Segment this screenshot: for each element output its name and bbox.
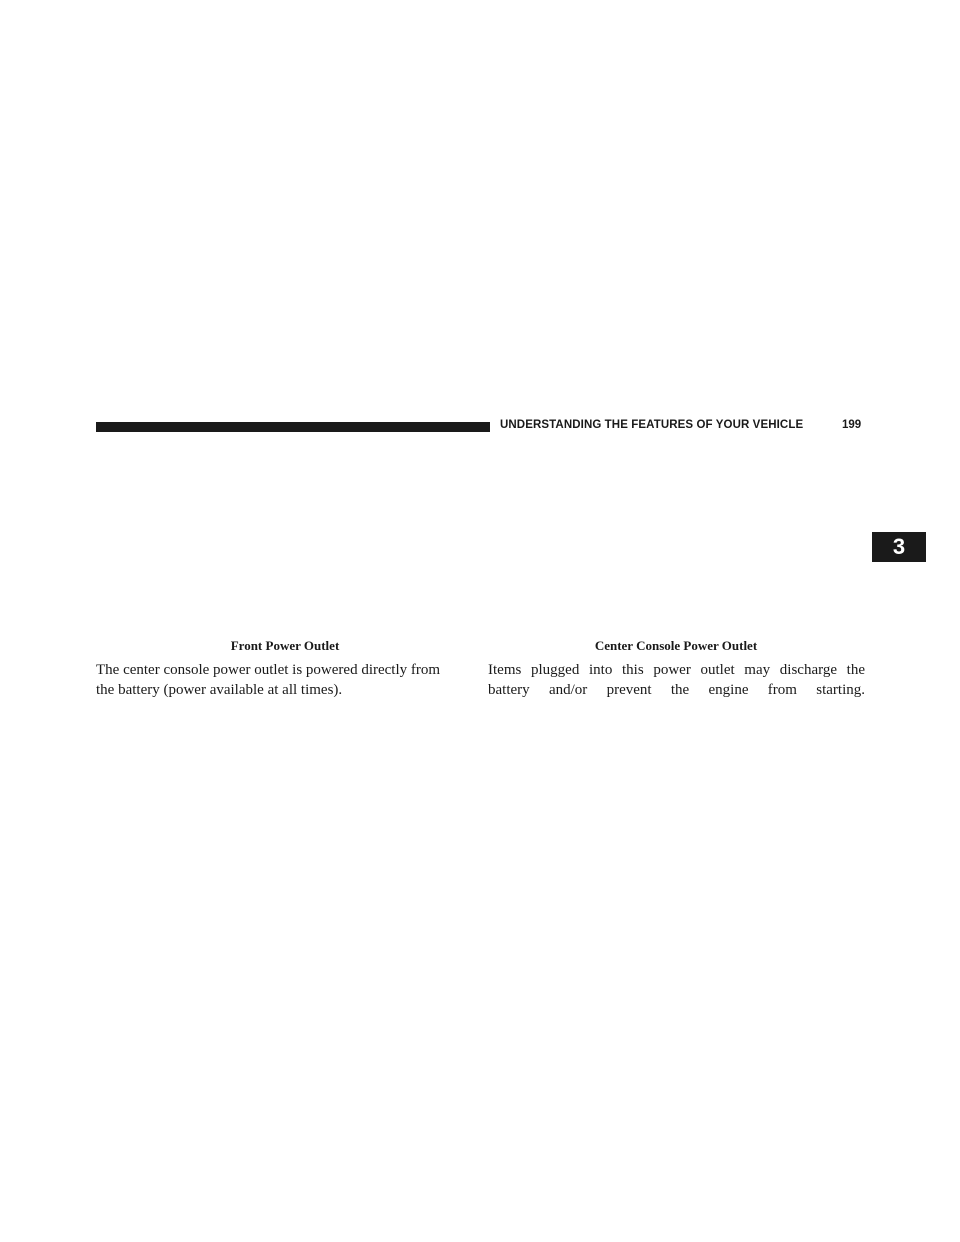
chapter-number: 3 [892,534,906,559]
text-line: the battery (power available at all times). [96,682,343,698]
figure-caption-front-outlet: Front Power Outlet [230,638,340,653]
page-number: 199 [842,419,862,431]
chapter-tab [872,532,926,562]
header-rule-bar [96,422,490,432]
figure-caption-console-outlet: Center Console Power Outlet [594,638,758,653]
body-paragraph-left [96,660,476,700]
section-title: UNDERSTANDING THE FEATURES OF YOUR VEHICLE [500,419,804,431]
text-line: The center console power outlet is powered directly from [96,662,441,678]
text-line: battery and/or prevent the engine from starting. [488,682,865,698]
body-paragraph-right [488,660,865,700]
text-line: Items plugged into this power outlet may discharge the [488,662,865,678]
